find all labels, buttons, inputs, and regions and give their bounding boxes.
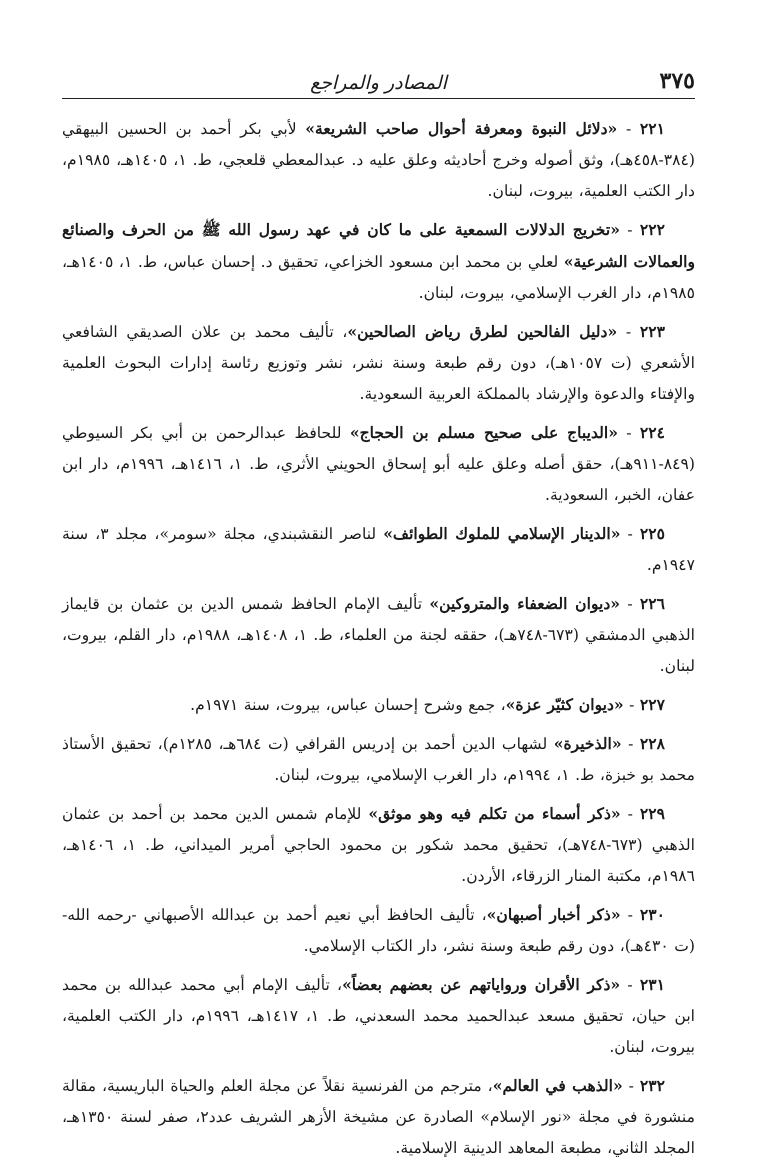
entry-number: ٢٣٢ [639,1076,665,1095]
entry-title: «ديوان كثيّر عزة» [505,695,624,714]
entry-number: ٢٣٠ [639,905,665,924]
entry-details: لناصر النقشبندي، مجلة «سومر»، مجلد ٣، سنة ١٩٤٧م. [62,525,695,574]
bibliography-entry: ٢٢٢ - «تخريج الدلالات السمعية على ما كان في عهد رسول الله ﷺ من الحرف والصنائع والعمالات الشرعية» لعلي بن محمد ابن مسعود الخزاعي، تحقيق د. إحسان عباس، ط. ١، ١٤٠٥هـ، ١٩٨٥م، دار الغرب الإسلامي، بيروت، لبنان. [62,220,695,302]
entry-number: ٢٢١ [639,119,665,138]
entry-title: «الذخيرة» [553,734,622,753]
entry-number: ٢٣١ [639,975,665,994]
bibliography-entry: ٢٢٧ - «ديوان كثيّر عزة»، جمع وشرح إحسان عباس، بيروت، سنة ١٩٧١م. [190,695,665,714]
entry-details: ، تأليف الإمام أبي محمد عبدالله بن محمد ابن حيان، تحقيق مسعد عبدالحميد محمد السعدني، ط. ١، ١٤١٧هـ، ١٩٩٦م، دار الكتب العلمية، بيروت، لبنان. [62,976,695,1056]
entry-number: ٢٢٥ [639,524,665,543]
entry-number: ٢٢٦ [639,594,666,613]
entry-details: لأبي بكر أحمد بن الحسين البيهقي (٣٨٤-٤٥٨هـ)، وثق أصوله وخرج أحاديثه وعلق عليه د. عبدالمعطي قلعجي، ط. ١، ١٤٠٥هـ، ١٩٨٥م، دار الكتب العلمية، بيروت، لبنان. [62,120,695,200]
entry-details: ، تأليف الحافظ أبي نعيم أحمد بن عبدالله الأصبهاني -رحمه الله- (ت ٤٣٠هـ)، دون رقم طبعة وسنة نشر، دار الكتاب الإسلامي. [62,906,695,955]
entry-title: «الذهب في العالم» [492,1076,623,1095]
bibliography-entry: ٢٢٣ - «دليل الفالحين لطرق رياض الصالحين»، تأليف محمد بن علان الصديقي الشافعي الأشعري (ت ١٠٥٧هـ)، دون رقم طبعة وسنة نشر، نشر وتوزيع رئاسة إدارات البحوث العلمية والإفتاء والدعوة والإرشاد بالمملكة العربية السعودية. [62,322,695,403]
entry-details: تأليف الإمام الحافظ شمس الدين بن عثمان بن قايماز الذهبي الدمشقي (٦٧٣-٧٤٨هـ)، حققه لجنة من العلماء، ط. ١، ١٤٠٨هـ، ١٩٨٨م، دار القلم، بيروت، لبنان. [62,595,695,675]
entry-details: ، تأليف محمد بن علان الصديقي الشافعي الأشعري (ت ١٠٥٧هـ)، دون رقم طبعة وسنة نشر، نشر وتوزيع رئاسة إدارات البحوث العلمية والإفتاء والدعوة والإرشاد بالمملكة العربية السعودية. [62,323,695,403]
page-header [62,58,695,99]
entry-number: ٢٢٢ [639,220,665,239]
entry-details: لعلي بن محمد ابن مسعود الخزاعي، تحقيق د. إحسان عباس، ط. ١، ١٤٠٥هـ، ١٩٨٥م، دار الغرب الإسلامي، بيروت، لبنان. [62,253,695,302]
bibliography-list [62,113,695,1164]
entry-details: ، جمع وشرح إحسان عباس، بيروت، سنة ١٩٧١م. [190,696,506,714]
entry-title: «دليل الفالحين لطرق رياض الصالحين» [347,322,618,341]
entry-number: ٢٢٣ [639,322,665,341]
bibliography-entry: ٢٣٠ - «ذكر أخبار أصبهان»، تأليف الحافظ أبي نعيم أحمد بن عبدالله الأصبهاني -رحمه الله- (ت ٤٣٠هـ)، دون رقم طبعة وسنة نشر، دار الكتاب الإسلامي. [62,905,695,955]
bibliography-entry: ٢٣٢ - «الذهب في العالم»، مترجم من الفرنسية نقلاً عن مجلة العلم والحياة الباريسية، مقالة منشورة في مجلة «نور الإسلام» الصادرة عن مشيخة الأزهر الشريف عدد٢، صفر لسنة ١٣٥٠هـ، المجلد الثاني، مطبعة المعاهد الدينية الإسلامية. [62,1076,695,1157]
entry-title: «تخريج الدلالات السمعية على ما كان في عهد رسول الله ﷺ من الحرف والصنائع والعمالات الشرعية» [62,220,695,271]
entry-title: «ديوان الضعفاء والمتروكين» [429,594,621,613]
entry-number: ٢٢٤ [639,423,665,442]
running-title: المصادر والمراجع [310,72,447,94]
bibliography-entry: ٢٢١ - «دلائل النبوة ومعرفة أحوال صاحب الشريعة» لأبي بكر أحمد بن الحسين البيهقي (٣٨٤-٤٥٨هـ)، وثق أصوله وخرج أحاديثه وعلق عليه د. عبدالمعطي قلعجي، ط. ١، ١٤٠٥هـ، ١٩٨٥م، دار الكتب العلمية، بيروت، لبنان. [62,119,695,200]
entry-number: ٢٢٨ [639,734,665,753]
entry-title: «ذكر أخبار أصبهان» [486,905,621,924]
entry-details: للإمام شمس الدين محمد بن أحمد بن عثمان الذهبي (٦٧٣-٧٤٨هـ)، تحقيق محمد شكور بن محمود الحاجي أمرير الميداني، ط. ١، ١٤٠٦هـ، ١٩٨٦م، مكتبة المنار الزرقاء، الأردن. [62,805,695,885]
entry-title: «دلائل النبوة ومعرفة أحوال صاحب الشريعة» [305,119,618,138]
entry-title: «الدينار الإسلامي للملوك الطوائف» [383,524,621,543]
entry-details: للحافظ عبدالرحمن بن أبي بكر السيوطي (٨٤٩-٩١١هـ)، حقق أصله وعلق عليه أبو إسحاق الحويني الأثري، ط. ١، ١٤١٦هـ، ١٩٩٦م، دار ابن عفان، الخبر، السعودية. [62,424,696,504]
entry-details: لشهاب الدين أحمد بن إدريس القرافي (ت ٦٨٤هـ، ١٢٨٥م)، تحقيق الأستاذ محمد بو خبزة، ط. ١، ١٩٩٤م، دار الغرب الإسلامي، بيروت، لبنان. [62,735,695,784]
bibliography-entry: ٢٢٩ - «ذكر أسماء من تكلم فيه وهو موثق» للإمام شمس الدين محمد بن أحمد بن عثمان الذهبي (٦٧٣-٧٤٨هـ)، تحقيق محمد شكور بن محمود الحاجي أمرير الميداني، ط. ١، ١٤٠٦هـ، ١٩٨٦م، مكتبة المنار الزرقاء، الأردن. [62,804,695,885]
bibliography-entry: ٢٢٥ - «الدينار الإسلامي للملوك الطوائف» لناصر النقشبندي، مجلة «سومر»، مجلد ٣، سنة ١٩٤٧م. [62,524,695,574]
entry-title: «ذكر الأقران ورواياتهم عن بعضهم بعضاً» [342,975,621,994]
entry-title: «ذكر أسماء من تكلم فيه وهو موثق» [368,804,621,823]
entry-title: «الديباج على صحيح مسلم بن الحجاج» [349,423,618,442]
bibliography-entry: ٢٢٤ - «الديباج على صحيح مسلم بن الحجاج» للحافظ عبدالرحمن بن أبي بكر السيوطي (٨٤٩-٩١١هـ)، حقق أصله وعلق عليه أبو إسحاق الحويني الأثري، ط. ١، ١٤١٦هـ، ١٩٩٦م، دار ابن عفان، الخبر، السعودية. [62,423,696,504]
bibliography-entry: ٢٢٨ - «الذخيرة» لشهاب الدين أحمد بن إدريس القرافي (ت ٦٨٤هـ، ١٢٨٥م)، تحقيق الأستاذ محمد بو خبزة، ط. ١، ١٩٩٤م، دار الغرب الإسلامي، بيروت، لبنان. [62,734,695,784]
entry-details: ، مترجم من الفرنسية نقلاً عن مجلة العلم والحياة الباريسية، مقالة منشورة في مجلة «نور الإسلام» الصادرة عن مشيخة الأزهر الشريف عدد٢، صفر لسنة ١٣٥٠هـ، المجلد الثاني، مطبعة المعاهد الدينية الإسلامية. [62,1077,695,1157]
page-number: ٣٧٥ [659,68,695,94]
entry-number: ٢٢٩ [639,804,665,823]
entry-number: ٢٢٧ [639,695,665,714]
bibliography-entry: ٢٢٦ - «ديوان الضعفاء والمتروكين» تأليف الإمام الحافظ شمس الدين بن عثمان بن قايماز الذهبي الدمشقي (٦٧٣-٧٤٨هـ)، حققه لجنة من العلماء، ط. ١، ١٤٠٨هـ، ١٩٨٨م، دار القلم، بيروت، لبنان. [62,594,695,675]
bibliography-entry: ٢٣١ - «ذكر الأقران ورواياتهم عن بعضهم بعضاً»، تأليف الإمام أبي محمد عبدالله بن محمد ابن حيان، تحقيق مسعد عبدالحميد محمد السعدني، ط. ١، ١٤١٧هـ، ١٩٩٦م، دار الكتب العلمية، بيروت، لبنان. [62,975,695,1056]
